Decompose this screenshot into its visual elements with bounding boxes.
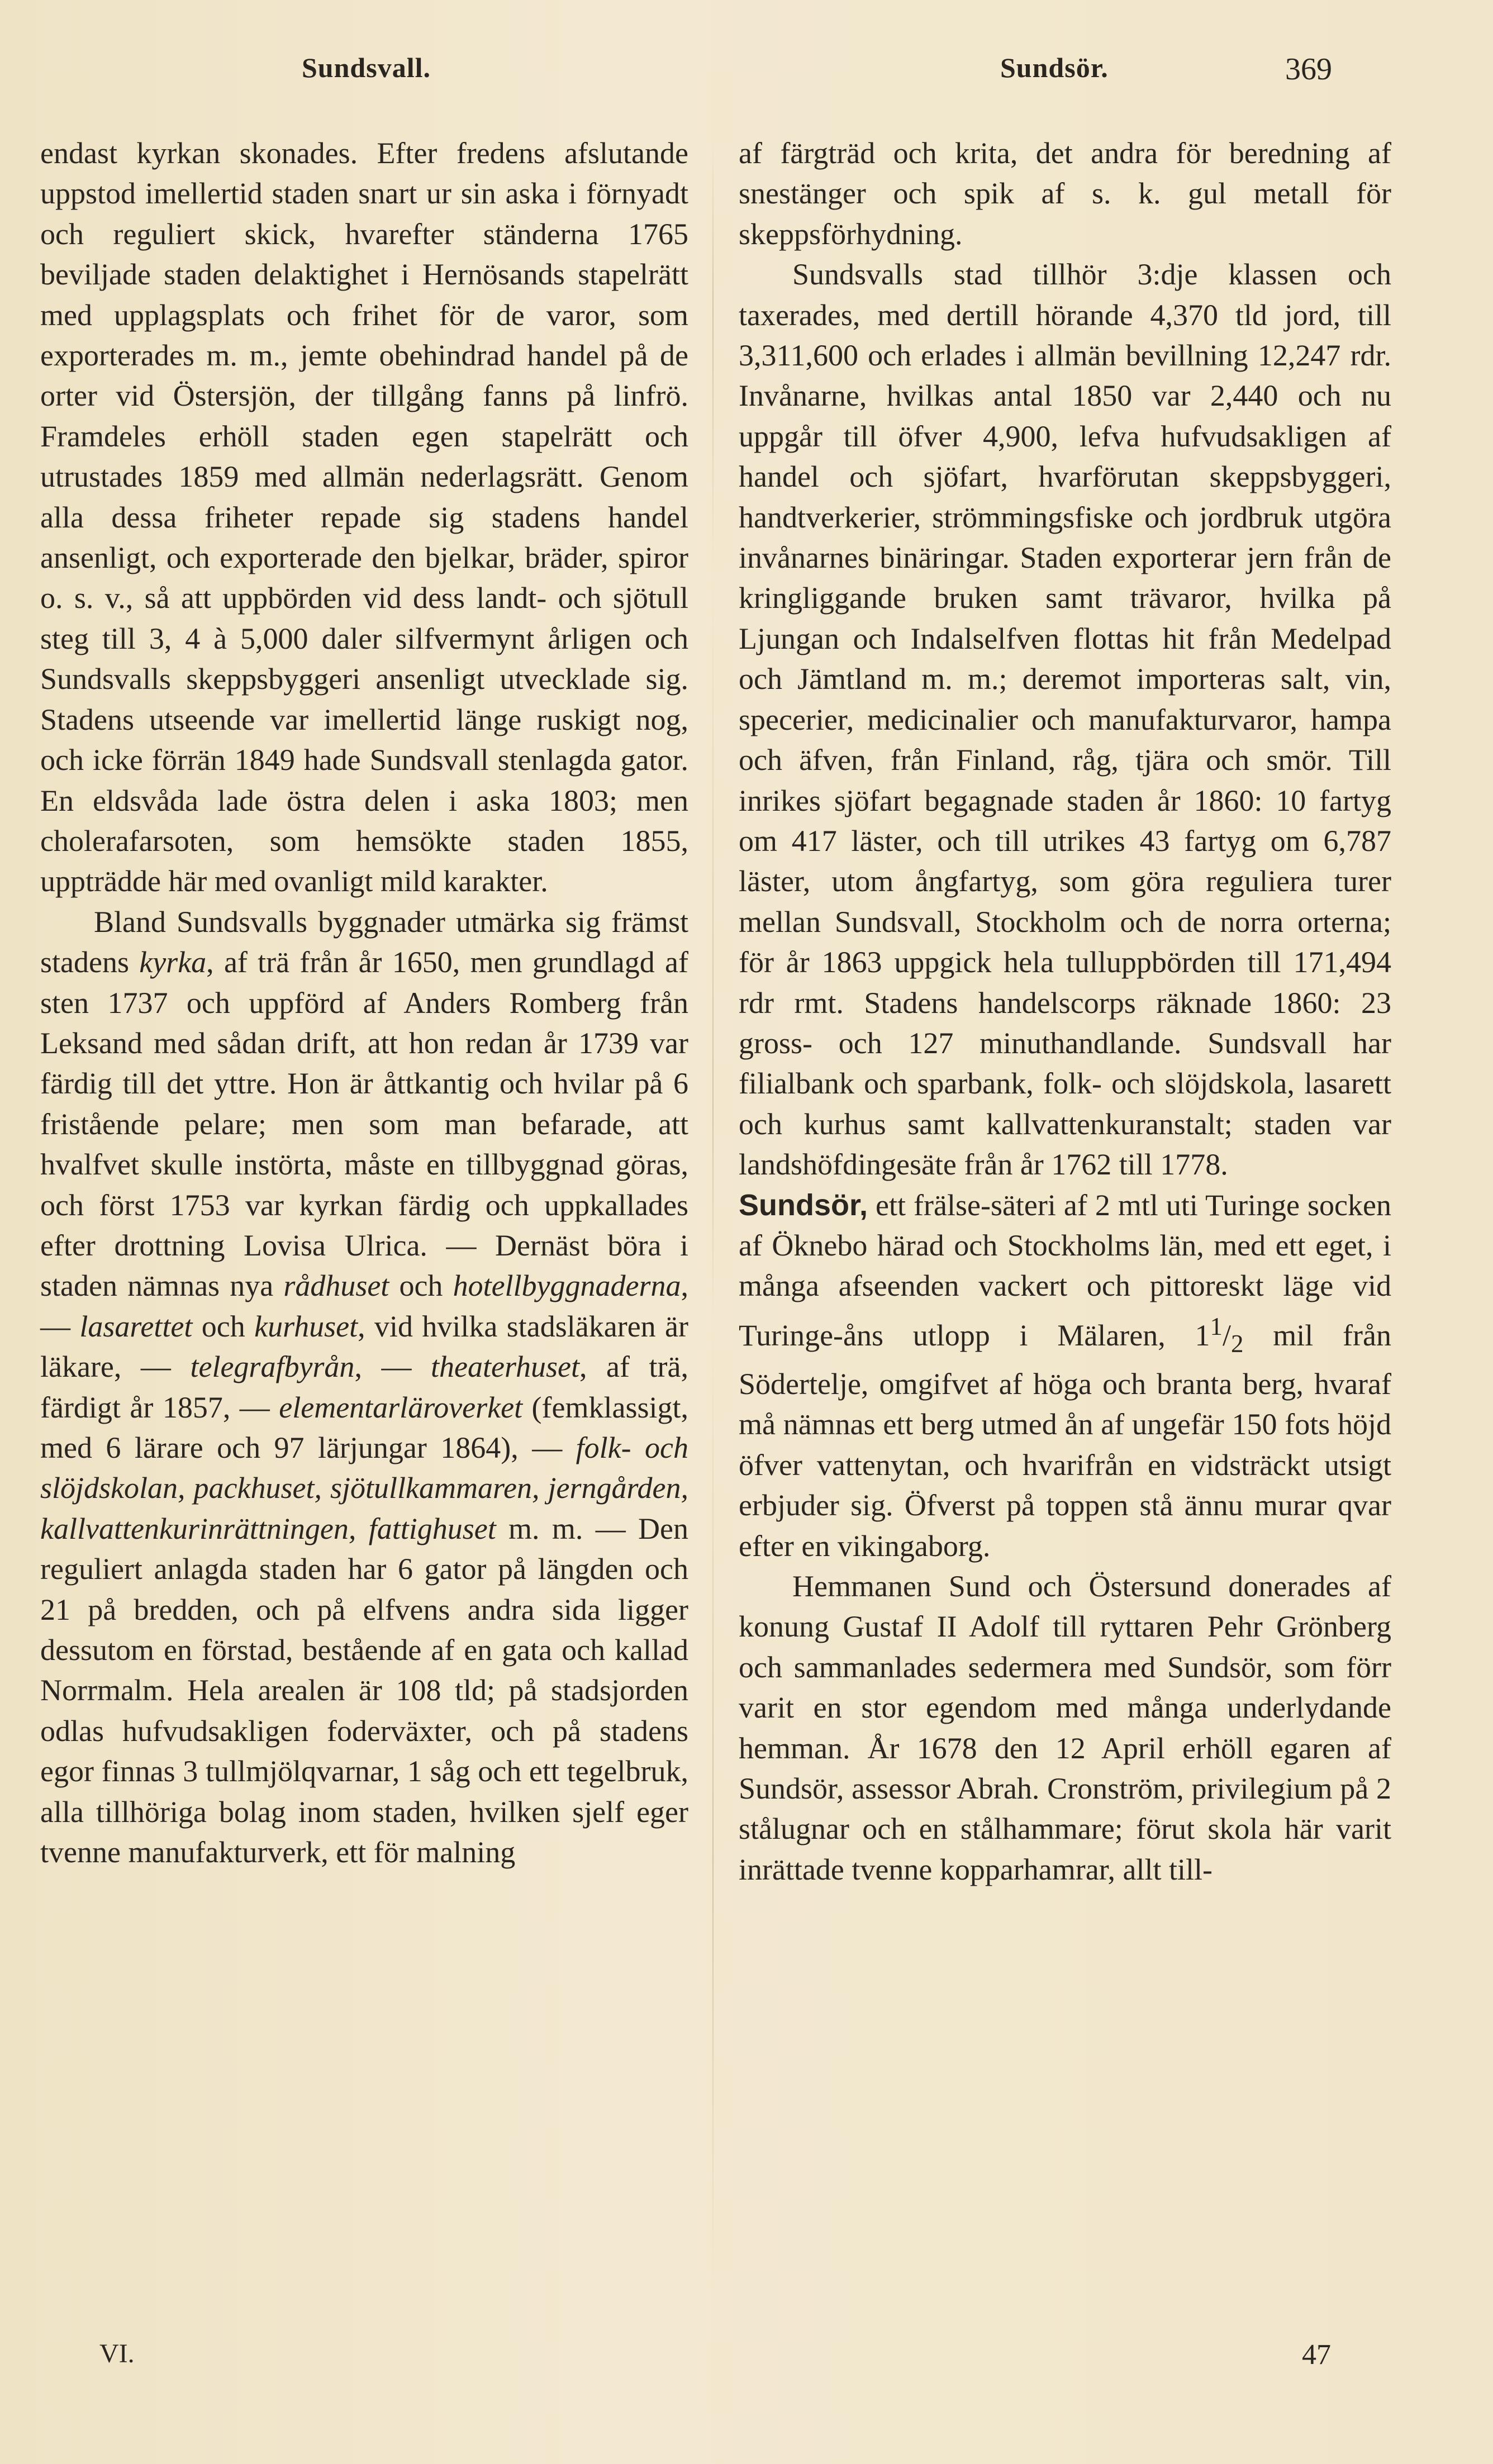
left-column [40,133,688,1872]
italic-term-hotell: hotellbyggnaderna [453,1269,681,1303]
italic-term-kyrka: kyrka [139,945,207,979]
text-run: Bland Sundsvalls byggnader utmärka sig främst stadens [40,905,688,979]
right-column [739,133,1391,1890]
entry-headword: Sundsör, [739,1188,868,1222]
text-run: , af trä från år 1650, men grundlagd af sten 1737 och uppförd af Anders Romberg från Leksand med sådan drift, att hon redan år 1739 var färdig till det yttre. Hon är åttkantig och hvilar på 6 fristående pelare; men som man befarade, att hvalfvet skulle instörta, måste en tillbyggnad göras, och först 1753 var kyrkan färdig och uppkallades efter drottning Lovisa Ulrica. — Dernäst böra i staden nämnas nya [40,945,688,1303]
italic-term-list: folk- och slöjdskolan, packhuset, sjötullkammaren, jerngården, kallvattenkurinrättningen, fattighuset [40,1431,688,1545]
right-paragraph-1: af färgträd och krita, det andra för beredning af snestänger och spik af s. k. gul metall för skeppsförhydning. [739,136,1391,251]
right-paragraph-4: Hemmanen Sund och Östersund donerades af konung Gustaf II Adolf till ryttaren Pehr Grönberg och sammanlades sedermera med Sundsör, som förr varit en stor egendom med många underlydande hemman. År 1678 den 12 April erhöll egaren af Sundsör, assessor Abrah. Cronström, privilegium på 2 stålugnar och en stålhammare; förut skola här varit inrättade tvenne kopparhamrar, allt till- [739,1569,1391,1886]
text-run: , vid hvilka stadsläkaren är läkare, — [40,1309,688,1384]
running-head-right: Sundsör. [1000,52,1109,83]
fraction-numerator: 1 [1210,1312,1223,1340]
italic-term-elementarlaroverket: elementarläroverket [279,1390,523,1424]
page-number: 369 [1285,52,1332,87]
text-run: (femklassigt, med 6 lärare och 97 lärjungar 1864), — [40,1390,689,1464]
text-run: , — [354,1350,431,1384]
text-run: , af trä, färdigt år 1857, — [40,1350,688,1424]
left-paragraph-2 [40,902,688,1873]
text-run: och [389,1269,453,1303]
italic-term-telegrafbyran: telegrafbyrån [190,1350,355,1384]
text-run: ett frälse-säteri af 2 mtl uti Turinge socken af Öknebo härad och Stockholms län, med ett eget, i många afseenden vackert och pittoreskt läge vid Turinge-åns utlopp i Mälaren, 1 [739,1188,1391,1352]
text-run: m. m. — Den reguliert anlagda staden har 6 gator på längden och 21 på bredden, och på elfvens andra sida ligger dessutom en förstad, bestående af en gata och kallad Norrmalm. Hela arealen är 108 tld; på stadsjorden odlas hufvudsakligen foderväxter, och på stadens egor finnas 3 tullmjölqvarnar, 1 såg och ett tegelbruk, alla tillhöriga bolag inom staden, hvilken sjelf eger tvenne manufakturverk, ett för malning [40,1511,688,1870]
italic-term-theaterhuset: theaterhuset [431,1350,579,1384]
italic-term-radhuset: rådhuset [283,1269,389,1303]
right-paragraph-2: Sundsvalls stad tillhör 3:dje klassen och taxerades, med dertill hörande 4,370 tld jord, till 3,311,600 och erlades i allmän bevillning 12,247 rdr. Invånarne, hvilkas antal 1850 var 2,440 och nu uppgår till öfver 4,900, lefva hufvudsakligen af handel och sjöfart, hvarförutan skeppsbyggeri, handtverkerier, strömmingsfiske och jordbruk utgöra invånarnes binäringar. Staden exporterar jern från de kringliggande bruken samt trävaror, hvilka på Ljungan och Indalselfven flottas hit från Medelpad och Jämtland m. m.; deremot importeras salt, vin, specerier, medicinalier och manufakturvaror, hampa och äfven, från Finland, råg, tjära och smör. Till inrikes sjöfart begagnade staden år 1860: 10 fartyg om 417 läster, och till utrikes 43 fartyg om 6,787 läster, utom ångfartyg, som göra reguliera turer mellan Sundsvall, Stockholm och de norra orterna; för år 1863 uppgick hela tulluppbörden till 171,494 rdr rmt. Stadens handelscorps räknade 1860: 23 gross- och 127 minuthandlande. Sundsvall har filialbank och sparbank, folk- och slöjdskola, lasarett och kurhus samt kallvattenkuranstalt; staden var landshöfdingesäte från år 1762 till 1778. [739,258,1391,1182]
italic-term-lasarettet: lasarettet [79,1309,193,1343]
column-divider [712,140,714,2291]
italic-term-kurhuset: kurhuset [254,1309,358,1343]
left-paragraph-1: endast kyrkan skonades. Efter fredens afslutande uppstod imellertid staden snart ur sin aska i förnyadt och reguliert skick, hvarefter ständerna 1765 beviljade staden delaktighet i Hernösands stapelrätt med upplagsplats och frihet för de varor, som exporterades m. m., jemte obehindrad handel på de orter vid Östersjön, der tillgång fanns på linfrö. Framdeles erhöll staden egen stapelrätt och utrustades 1859 med allmän nederlagsrätt. Genom alla dessa friheter repade sig stadens handel ansenligt, och exporterade den bjelkar, bräder, spiror o. s. v., så att uppbörden vid dess landt- och sjötull steg till 3, 4 à 5,000 daler silfvermynt årligen och Sundsvalls skeppsbyggeri ansenligt utvecklade sig. Stadens utseende var imellertid länge ruskigt nog, och icke förrän 1849 hade Sundsvall stenlagda gator. En eldsvåda lade östra delen i aska 1803; men cholerafarsoten, som hemsökte staden 1855, uppträdde här med ovanligt mild karakter. [40,136,688,898]
signature-mark: VI. [99,2339,135,2368]
gathering-number: 47 [1302,2339,1331,2371]
right-paragraph-3: Sundsör, ett frälse-säteri af 2 mtl uti Turinge socken af Öknebo härad och Stockholms län, med ett eget, i många afseenden vackert och pittoreskt läge vid Turinge-åns utlopp i Mälaren, $1^1/_2$ mil från Södertelje, omgifvet af höga och branta berg, hvaraf må nämnas ett berg utmed ån af ungefär 150 fots höjd öfver vattenytan, och hvarifrån en vidsträckt utsigt erbjuder sig. Öfverst på toppen stå ännu murar qvar efter en vikingaborg. [739,1188,1391,1563]
text-run: mil från Södertelje, omgifvet af höga och branta berg, hvaraf må nämnas ett berg utmed ån af ungefär 150 fots höjd öfver vattenytan, och hvarifrån en vidsträckt utsigt erbjuder sig. Öfverst på toppen stå ännu murar qvar efter en vikingaborg. [739,1318,1391,1563]
text-run: , — [40,1269,689,1343]
running-head-left: Sundsvall. [302,52,431,83]
text-run: och [192,1309,255,1343]
fraction-denominator: 2 [1231,1329,1244,1358]
